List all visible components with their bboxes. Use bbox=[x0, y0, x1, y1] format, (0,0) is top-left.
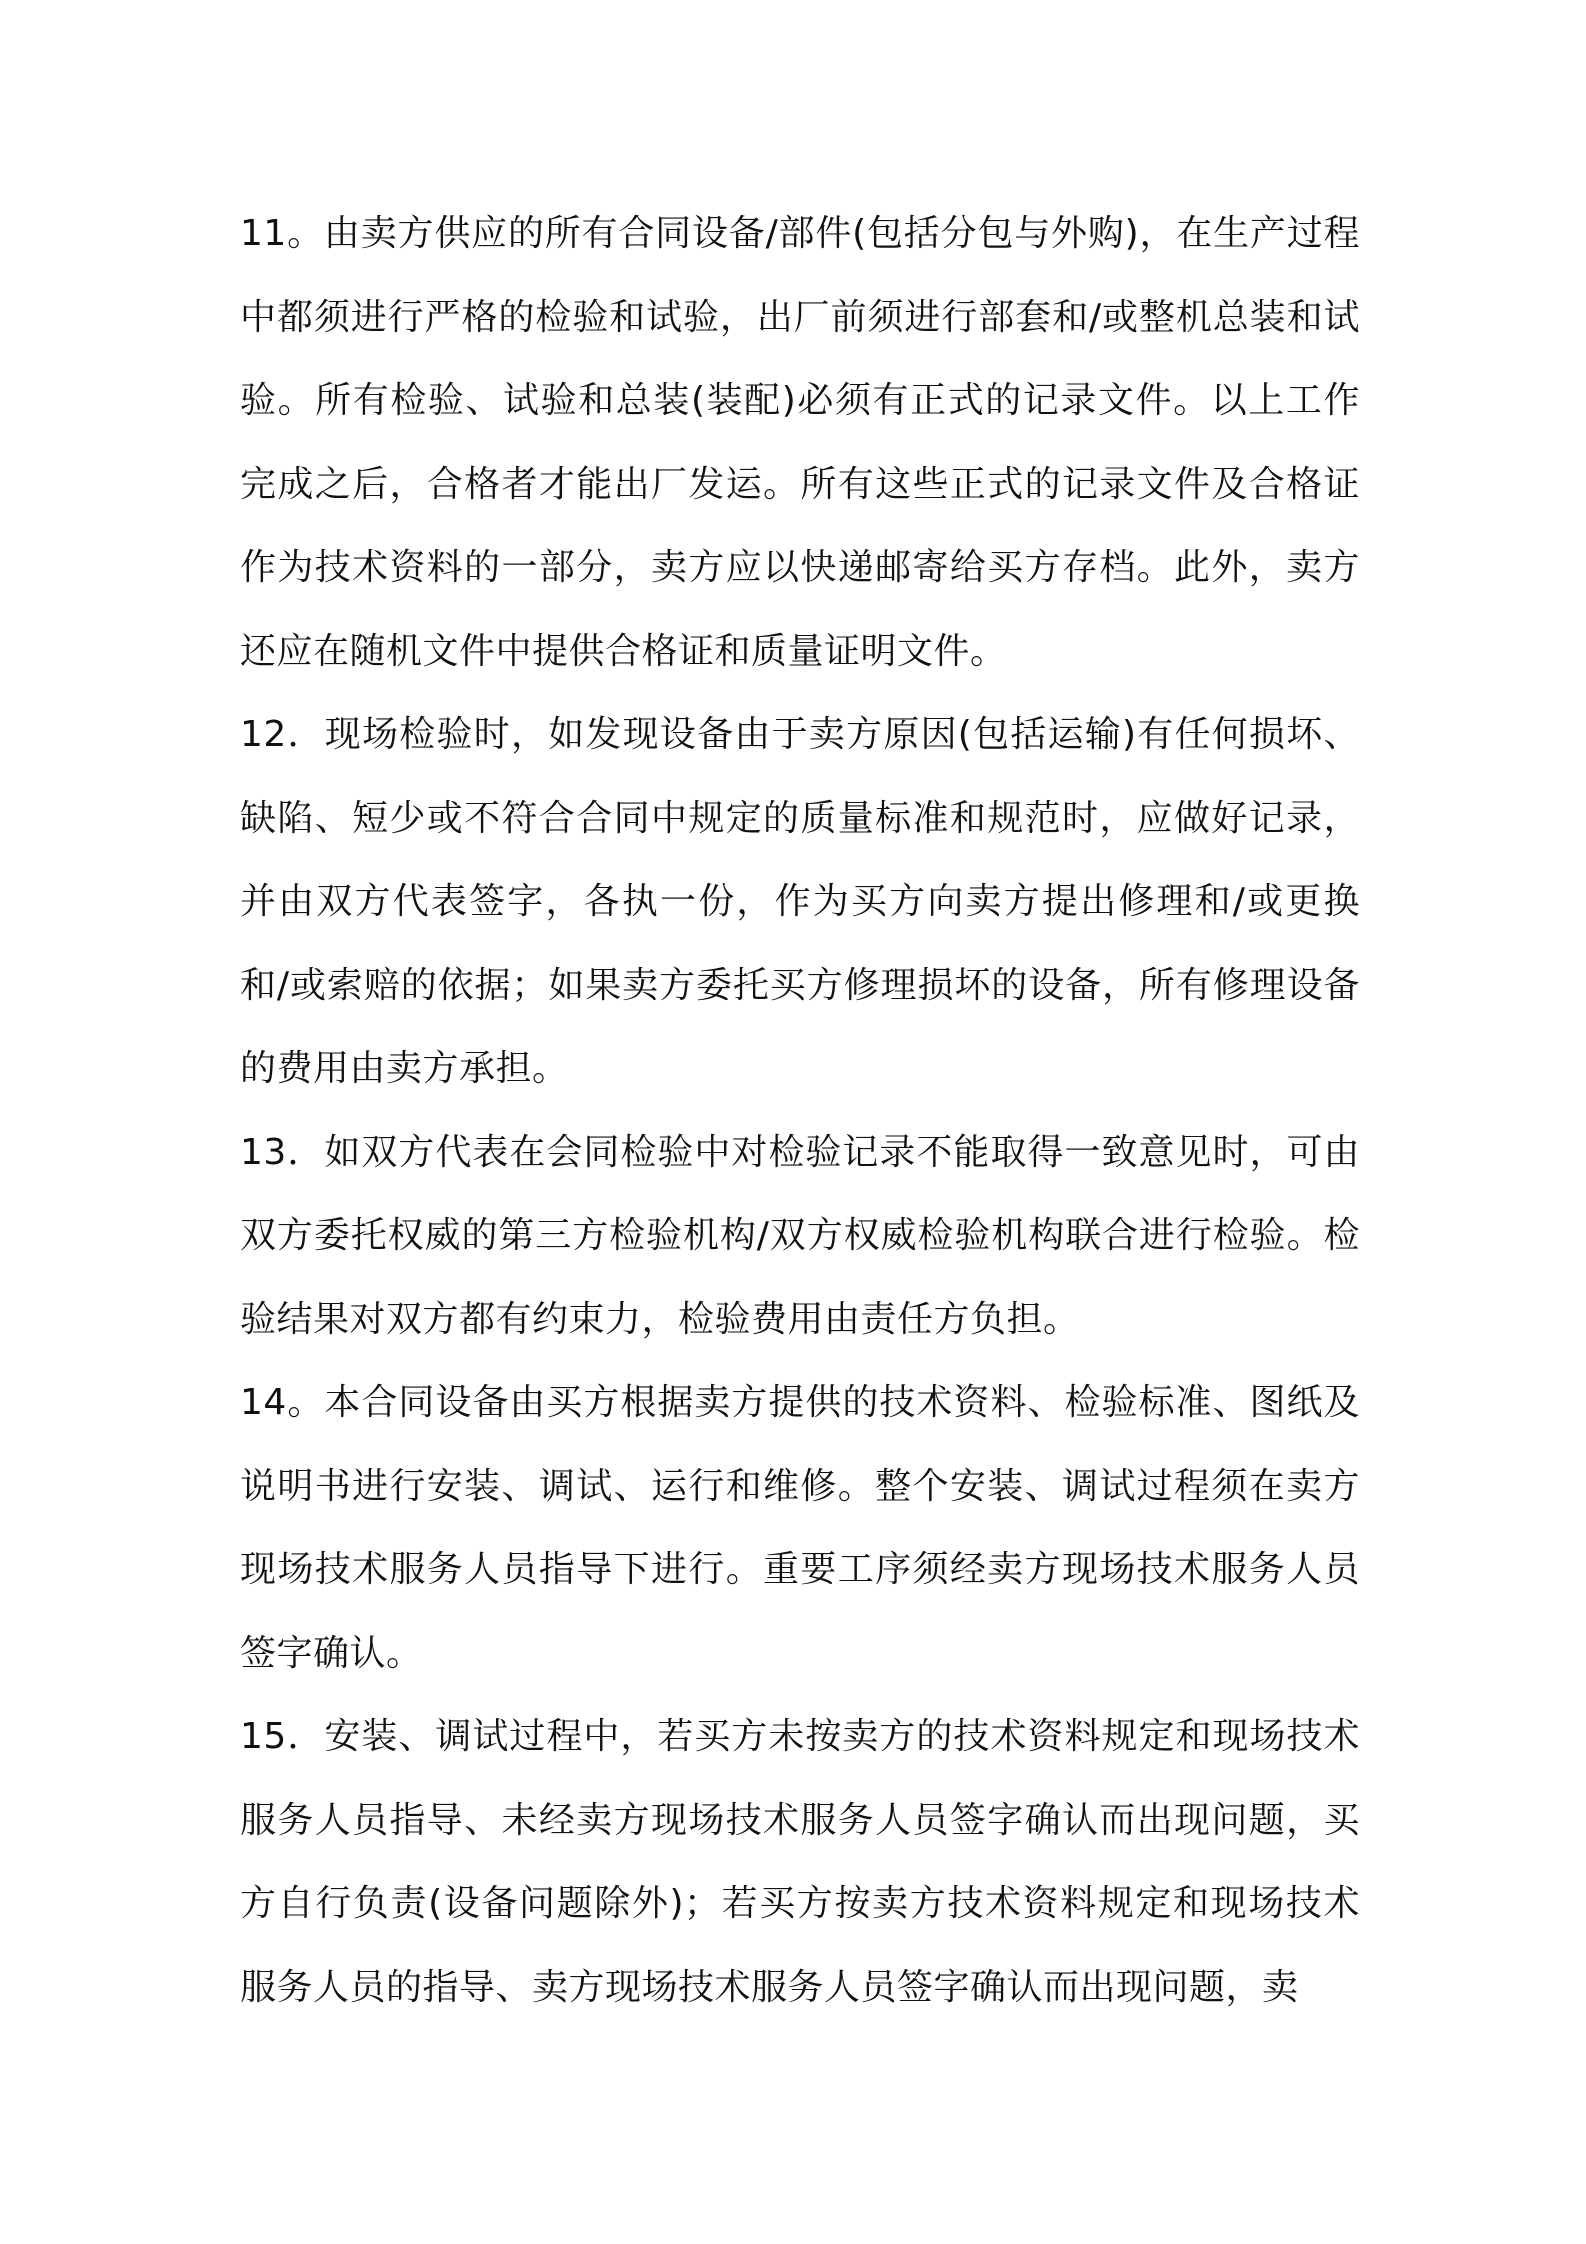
clause-15-paragraph: 15．安装、调试过程中，若买方未按卖方的技术资料规定和现场技术服务人员指导、未经卖方现场技术服务人员签字确认而出现问题，买方自行负责(设备问题除外)；若买方按卖方技术资料规定和现场技术服务人员的指导、卖方现场技术服务人员签字确认而出现问题，卖 bbox=[240, 1716, 1360, 2008]
clause-11-paragraph: 11。由卖方供应的所有合同设备/部件(包括分包与外购)，在生产过程中都须进行严格的检验和试验，出厂前须进行部套和/或整机总装和试验。所有检验、试验和总装(装配)必须有正式的记录文件。以上工作完成之后，合格者才能出厂发运。所有这些正式的记录文件及合格证作为技术资料的一部分，卖方应以快递邮寄给买方存档。此外，卖方还应在随机文件中提供合格证和质量证明文件。 bbox=[240, 213, 1360, 672]
clause-12-paragraph: 12．现场检验时，如发现设备由于卖方原因(包括运输)有任何损坏、缺陷、短少或不符合合同中规定的质量标准和规范时，应做好记录，并由双方代表签字，各执一份，作为买方向卖方提出修理和/或更换和/或索赔的依据；如果卖方委托买方修理损坏的设备，所有修理设备的费用由卖方承担。 bbox=[240, 714, 1360, 1089]
document-body bbox=[240, 192, 1360, 2029]
clause-13-paragraph: 13．如双方代表在会同检验中对检验记录不能取得一致意见时，可由双方委托权威的第三方检验机构/双方权威检验机构联合进行检验。检验结果对双方都有约束力，检验费用由责任方负担。 bbox=[240, 1131, 1360, 1340]
clause-14-paragraph: 14。本合同设备由买方根据卖方提供的技术资料、检验标准、图纸及说明书进行安装、调试、运行和维修。整个安装、调试过程须在卖方现场技术服务人员指导下进行。重要工序须经卖方现场技术服务人员签字确认。 bbox=[240, 1382, 1360, 1674]
